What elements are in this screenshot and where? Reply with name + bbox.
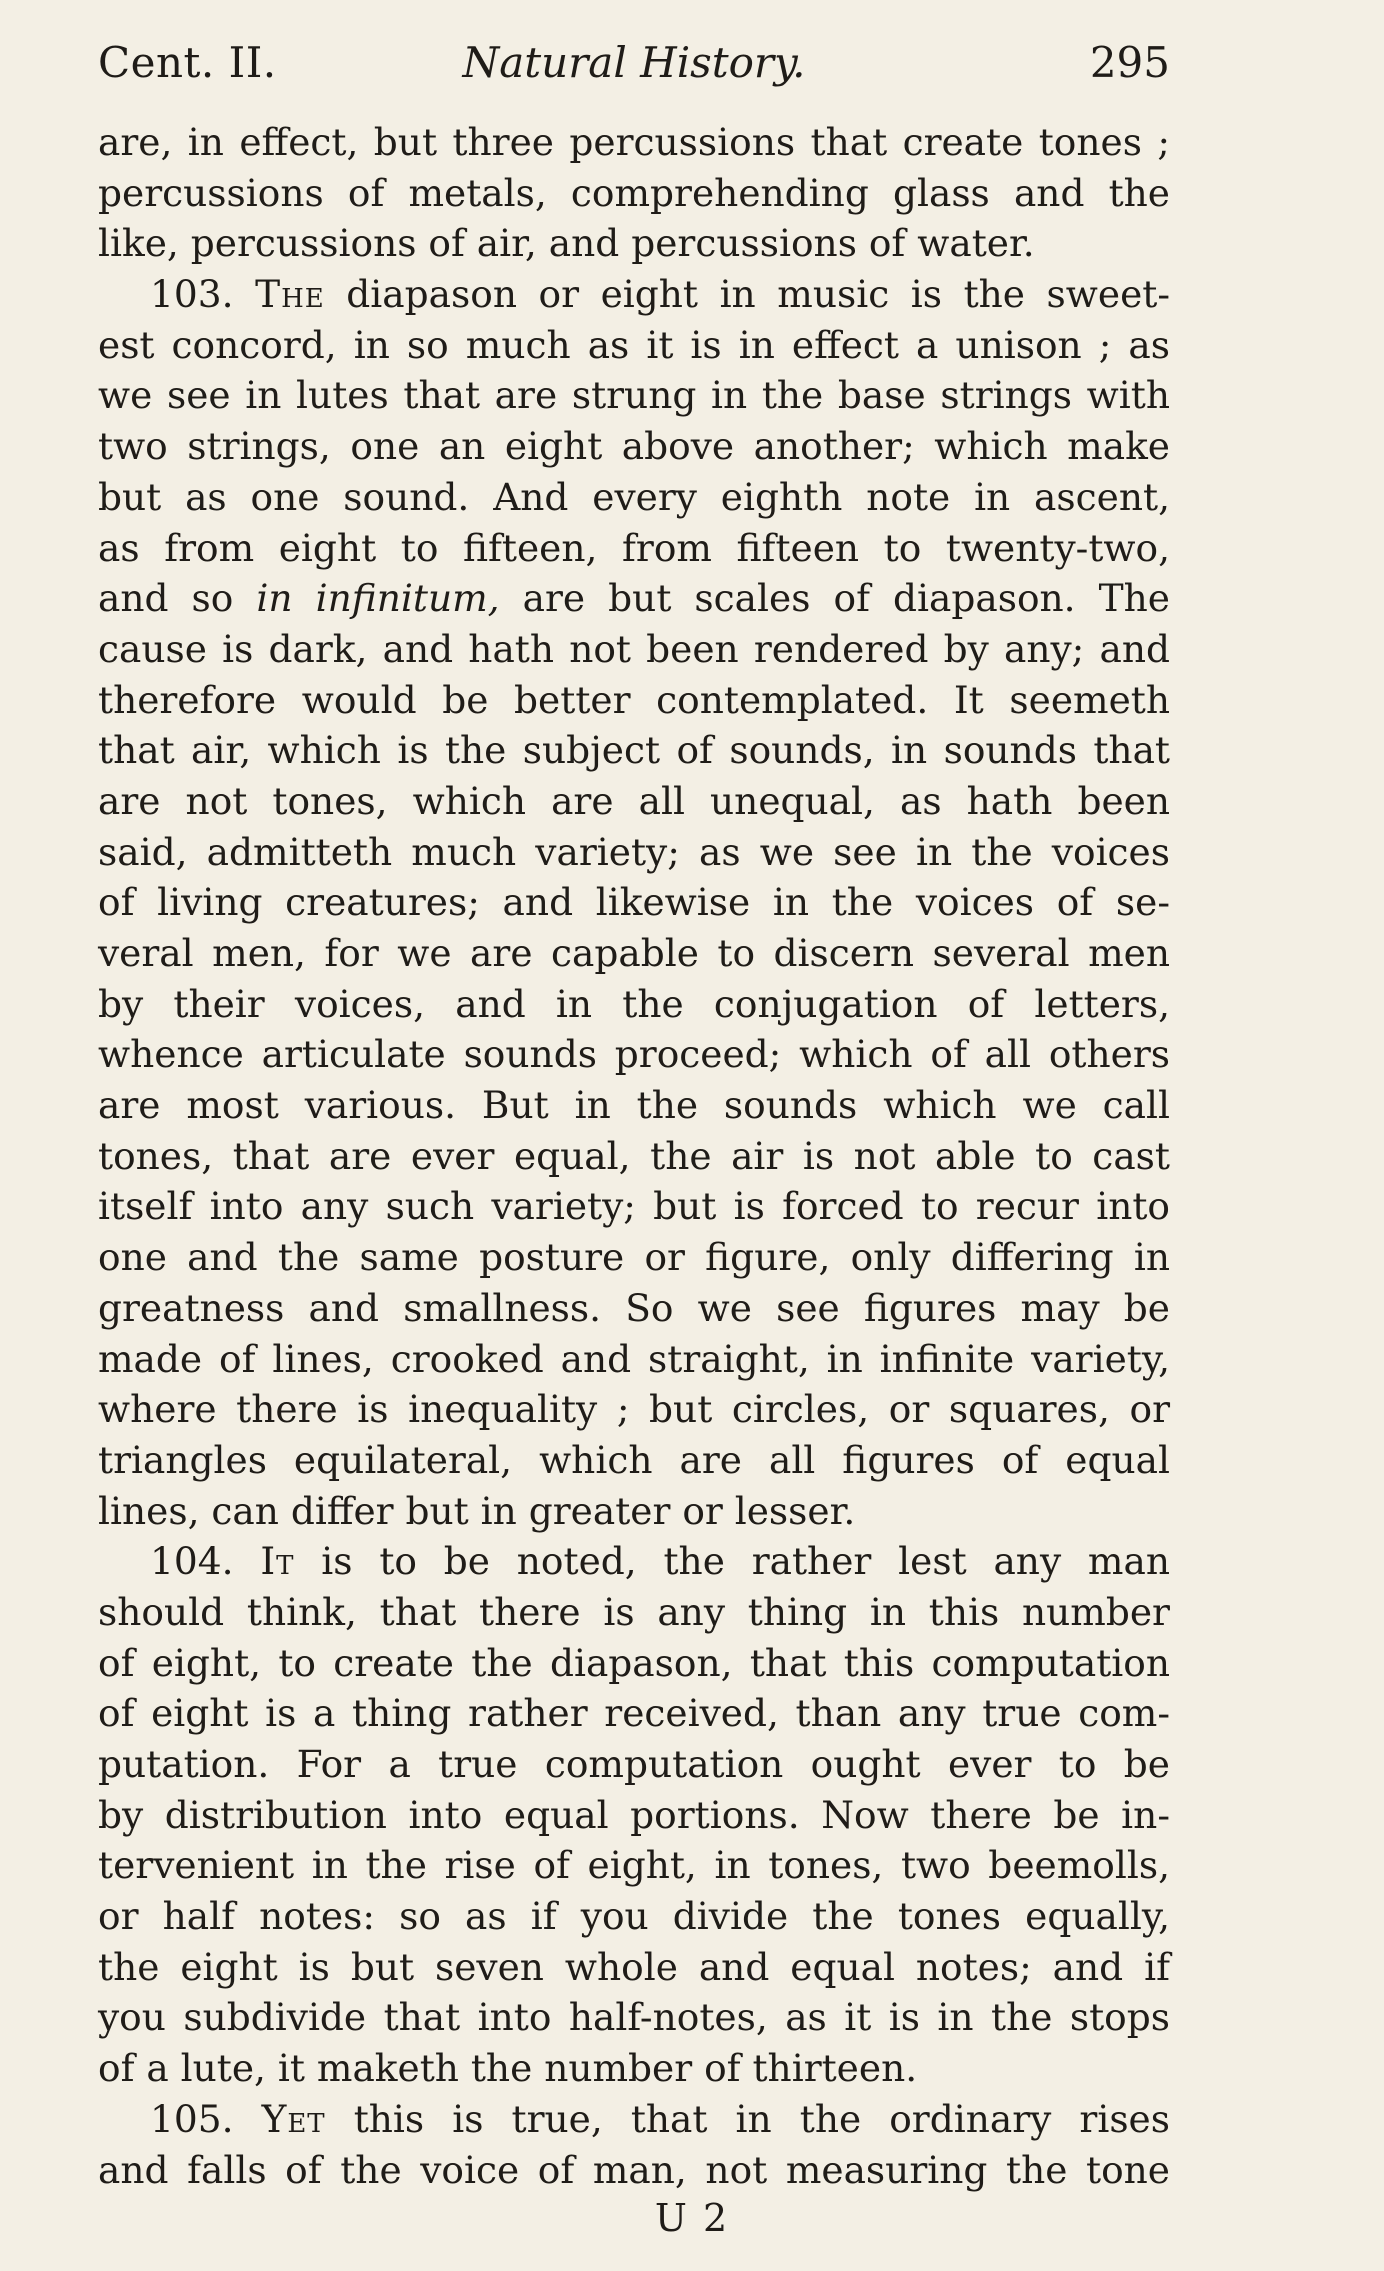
small-caps-lead: Yet: [261, 2096, 326, 2141]
text-line: [98, 827, 1170, 878]
text-run: two strings, one an eight above another; which make: [98, 424, 1170, 469]
small-caps-lead: It: [260, 1539, 295, 1584]
text-line: [98, 1181, 1170, 1232]
text-line: [98, 1840, 1170, 1891]
text-run: cause is dark, and hath not been rendered by any; and: [98, 626, 1170, 671]
text-line: [98, 1283, 1170, 1334]
text-line: [98, 1536, 1170, 1587]
text-run: tervenient in the rise of eight, in tones, two beemolls,: [98, 1843, 1170, 1888]
italic-text: in infinitum,: [256, 576, 500, 621]
text-line: [98, 320, 1170, 371]
body-text: [98, 117, 1170, 2195]
text-run: the eight is but seven whole and equal notes; and if: [98, 1944, 1170, 1989]
running-header: [98, 38, 1170, 98]
paragraph-number: 104.: [150, 1539, 261, 1584]
text-run: lines, can differ but in greater or lesser.: [98, 1488, 856, 1533]
small-caps-lead: The: [255, 272, 325, 317]
text-run: as from eight to fifteen, from fifteen to twenty-two,: [98, 525, 1170, 570]
text-line: [98, 2145, 1170, 2196]
text-run: where there is inequality ; but circles, or squares, or: [98, 1387, 1170, 1432]
text-line: [98, 1435, 1170, 1486]
text-run: are most various. But in the sounds which we call: [98, 1083, 1170, 1128]
text-run: itself into any such variety; but is forced to recur into: [98, 1184, 1170, 1229]
text-line: [98, 218, 1170, 269]
signature-mark: U 2: [654, 2196, 730, 2240]
text-line: [98, 1384, 1170, 1435]
text-line: [98, 1638, 1170, 1689]
text-run: est concord, in so much as it is in effect a unison ; as: [98, 322, 1170, 367]
text-run: putation. For a true computation ought ever to be: [98, 1742, 1170, 1786]
text-line: [98, 117, 1170, 168]
text-line: [98, 1739, 1170, 1790]
text-run: by distribution into equal portions. Now there be in-: [98, 1792, 1170, 1837]
text-line: [98, 1942, 1170, 1993]
text-run: or half notes: so as if you divide the tones equally,: [98, 1894, 1170, 1939]
text-run: of living creatures; and likewise in the voices of se-: [98, 880, 1170, 925]
text-run: we see in lutes that are strung in the base strings with: [98, 373, 1170, 418]
text-run: percussions of metals, comprehending glass and the: [98, 170, 1170, 215]
text-run: are not tones, which are all unequal, as hath been: [98, 778, 1170, 823]
text-line: [98, 1688, 1170, 1739]
text-run: that air, which is the subject of sounds, in sounds that: [98, 728, 1170, 773]
text-line: [98, 1891, 1170, 1942]
text-line: [98, 1334, 1170, 1385]
text-run: tones, that are ever equal, the air is not able to cast: [98, 1133, 1170, 1178]
text-run: made of lines, crooked and straight, in infinite variety,: [98, 1336, 1170, 1381]
text-run: and falls of the voice of man, not measuring the tone: [98, 2147, 1170, 2192]
text-line: [98, 1992, 1170, 2043]
text-line: [98, 269, 1170, 320]
text-run: are but scales of diapason. The: [499, 576, 1170, 621]
text-run: of eight is a thing rather received, than any true com-: [98, 1691, 1170, 1736]
text-line: [98, 1486, 1170, 1537]
text-line: [98, 1029, 1170, 1080]
text-line: [98, 573, 1170, 624]
text-line: [98, 523, 1170, 574]
text-run: of eight, to create the diapason, that this computation: [98, 1640, 1170, 1685]
text-line: [98, 928, 1170, 979]
text-line: [98, 472, 1170, 523]
page-number: 295: [1089, 38, 1170, 87]
text-run: of a lute, it maketh the number of thirteen.: [98, 2046, 918, 2091]
text-run: but as one sound. And every eighth note in ascent,: [98, 474, 1170, 519]
paragraph-number: 103.: [150, 272, 256, 317]
text-line: [98, 1080, 1170, 1131]
text-run: said, admitteth much variety; as we see in the voices: [98, 829, 1170, 874]
text-line: [98, 1232, 1170, 1283]
text-run: greatness and smallness. So we see figures may be: [98, 1285, 1170, 1330]
text-run: veral men, for we are capable to discern several men: [98, 931, 1170, 975]
text-line: [98, 2043, 1170, 2094]
section-label: Cent. II.: [98, 38, 277, 87]
text-run: diapason or eight in music is the sweet-: [324, 272, 1171, 317]
text-run: like, percussions of air, and percussions of water.: [98, 221, 1035, 266]
text-run: whence articulate sounds proceed; which of all others: [98, 1032, 1170, 1077]
text-line: [98, 370, 1170, 421]
text-run: one and the same posture or figure, only differing in: [98, 1235, 1170, 1280]
text-run: therefore would be better contemplated. It seemeth: [98, 677, 1170, 722]
text-line: [98, 776, 1170, 827]
running-title: Natural History.: [462, 38, 806, 87]
text-line: [98, 421, 1170, 472]
text-line: [98, 979, 1170, 1030]
text-line: [98, 877, 1170, 928]
text-run: triangles equilateral, which are all figures of equal: [98, 1437, 1170, 1482]
text-run: and so: [98, 576, 257, 621]
text-run: this is true, that in the ordinary rises: [325, 2096, 1170, 2141]
text-run: should think, that there is any thing in this number: [98, 1589, 1170, 1634]
text-line: [98, 1790, 1170, 1841]
text-line: [98, 675, 1170, 726]
text-line: [98, 1131, 1170, 1182]
text-line: [98, 168, 1170, 219]
text-line: [98, 725, 1170, 776]
text-line: [98, 2094, 1170, 2145]
text-line: [98, 624, 1170, 675]
text-line: [98, 1587, 1170, 1638]
text-run: by their voices, and in the conjugation of letters,: [98, 981, 1170, 1026]
paragraph-number: 105.: [150, 2096, 262, 2141]
text-run: are, in effect, but three percussions that create tones ;: [98, 120, 1170, 164]
text-run: is to be noted, the rather lest any man: [294, 1539, 1171, 1584]
text-run: you subdivide that into half-notes, as it is in the stops: [98, 1995, 1170, 2040]
